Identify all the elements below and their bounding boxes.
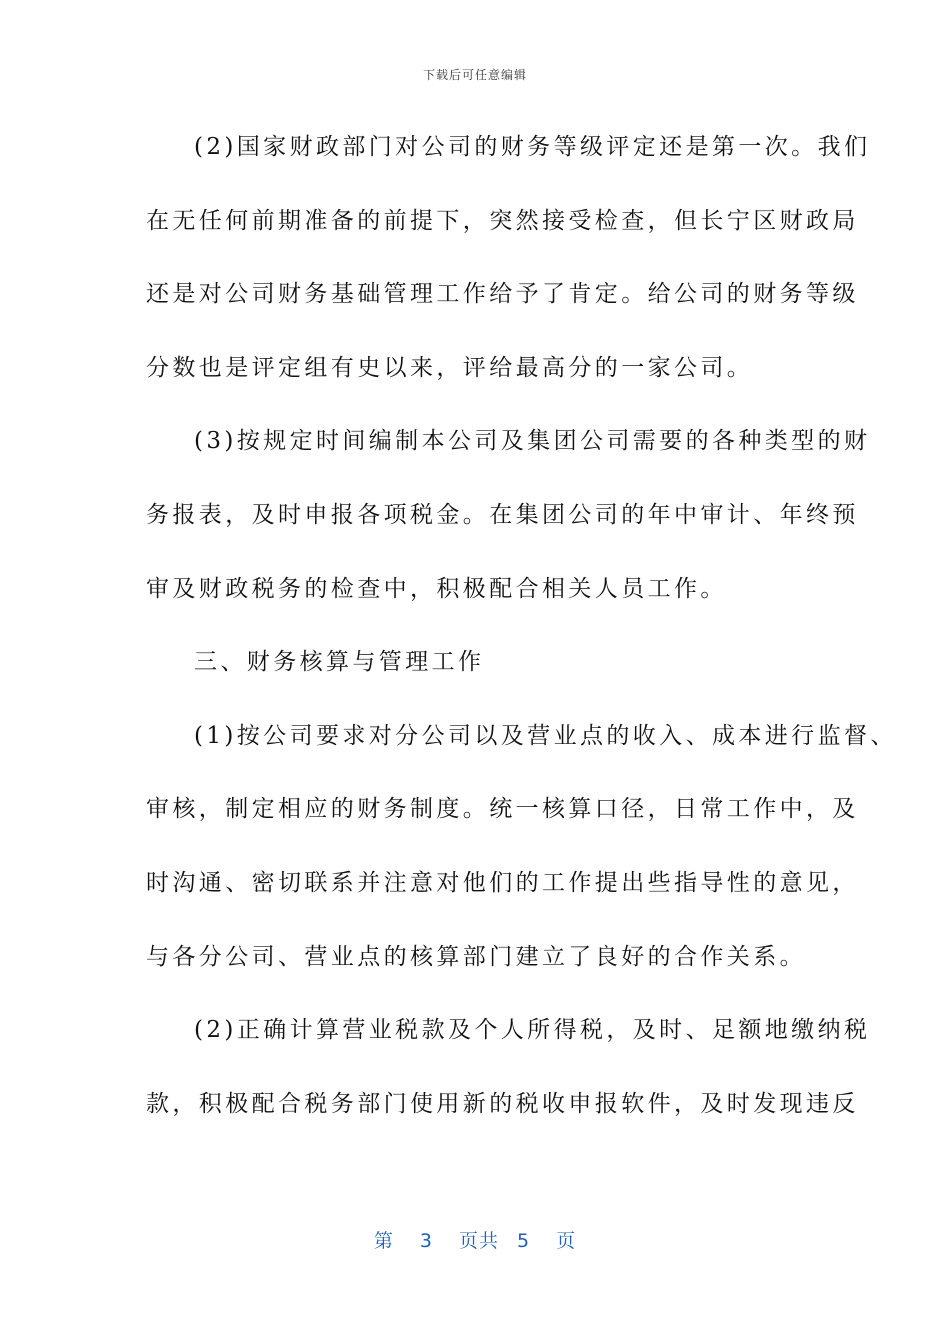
paragraph-line: 款，积极配合税务部门使用新的税收申报软件，及时发现违反 xyxy=(146,1090,859,1117)
paragraph-line: (2)正确计算营业税款及个人所得税，及时、足额地缴纳税 xyxy=(194,1017,871,1044)
page-header-note: 下载后可任意编辑 xyxy=(422,68,527,82)
paragraph-line: (2)国家财政部门对公司的财务等级评定还是第一次。我们 xyxy=(194,134,871,160)
footer-middle: 页共 xyxy=(458,1230,499,1252)
document-body xyxy=(146,124,897,1154)
page-footer xyxy=(0,1226,950,1253)
paragraph-line: 审核，制定相应的财务制度。统一核算口径，日常工作中，及 xyxy=(146,796,859,823)
paragraph-line: (1)按公司要求对分公司以及营业点的收入、成本进行监督、 xyxy=(194,722,897,749)
footer-suffix: 页 xyxy=(556,1230,577,1252)
paragraph-line: 还是对公司财务基础管理工作给予了肯定。给公司的财务等级 xyxy=(146,281,859,308)
footer-total-pages: 5 xyxy=(517,1230,531,1252)
paragraph-line: 务报表，及时申报各项税金。在集团公司的年中审计、年终预 xyxy=(146,501,859,528)
footer-current-page: 3 xyxy=(419,1230,433,1252)
section-heading: 三、财务核算与管理工作 xyxy=(194,649,485,676)
paragraph-line: 在无任何前期准备的前提下，突然接受检查，但长宁区财政局 xyxy=(146,207,859,234)
paragraph-line: 审及财政税务的检查中，积极配合相关人员工作。 xyxy=(146,575,727,602)
paragraph-line: 时沟通、密切联系并注意对他们的工作提出些指导性的意见， xyxy=(146,869,859,896)
footer-prefix: 第 xyxy=(373,1230,394,1252)
paragraph-line: 分数也是评定组有史以来，评给最高分的一家公司。 xyxy=(146,354,754,381)
paragraph-line: (3)按规定时间编制本公司及集团公司需要的各种类型的财 xyxy=(194,428,871,455)
paragraph-line: 与各分公司、营业点的核算部门建立了良好的合作关系。 xyxy=(146,943,806,970)
